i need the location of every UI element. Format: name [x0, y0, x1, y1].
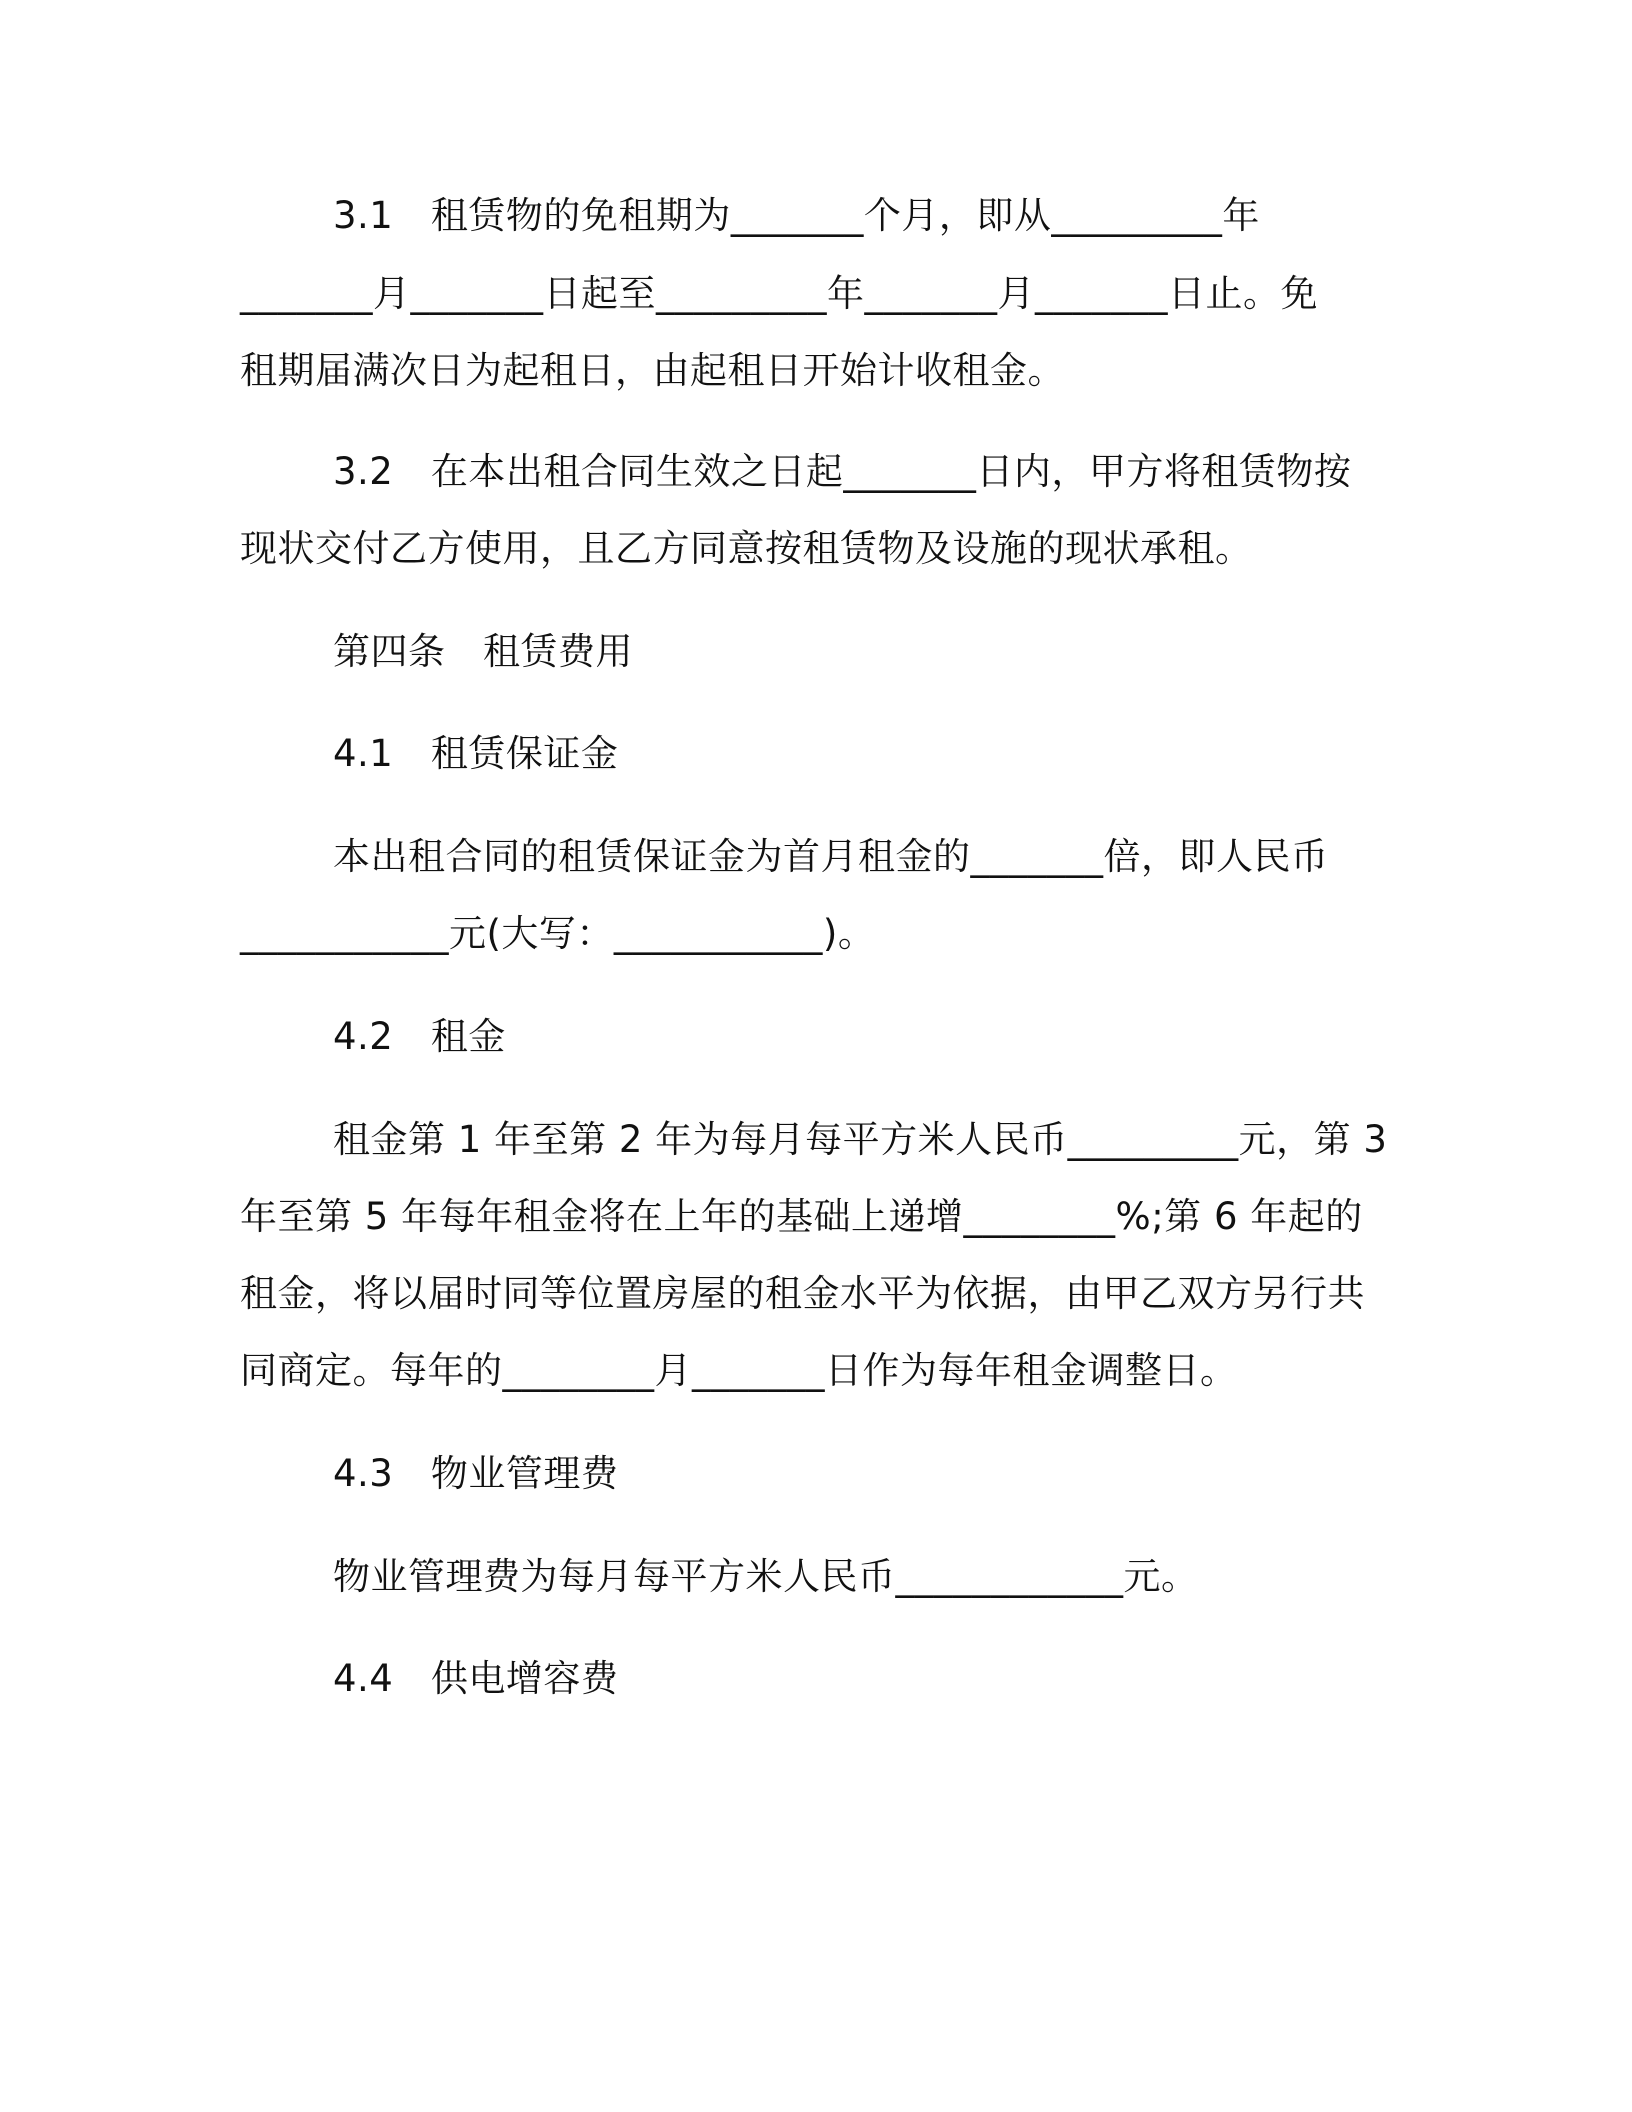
clause-3-1-line-2: _______月_______日起至_________年_______月_______日止。免 — [240, 272, 1318, 315]
clause-4-2-line-4: 同商定。每年的________月_______日作为每年租金调整日。 — [240, 1349, 1238, 1392]
clause-4-2-line-1: 租金第 1 年至第 2 年为每月每平方米人民币_________元，第 3 — [333, 1118, 1388, 1161]
clause-4-1-line-2: ___________元(大写：___________)。 — [240, 912, 876, 955]
clause-3-2-line-1: 3.2 在本出租合同生效之日起_______日内，甲方将租赁物按 — [333, 450, 1352, 493]
clause-4-2-line-3: 租金，将以届时同等位置房屋的租金水平为依据，由甲乙双方另行共 — [240, 1272, 1365, 1315]
clause-3-1-line-3: 租期届满次日为起租日，由起租日开始计收租金。 — [240, 349, 1065, 392]
clause-3-2-line-2: 现状交付乙方使用，且乙方同意按租赁物及设施的现状承租。 — [240, 527, 1253, 570]
clause-4-1-heading: 4.1 租赁保证金 — [333, 732, 619, 775]
clause-4-3-heading: 4.3 物业管理费 — [333, 1452, 619, 1495]
clause-4-2-line-2: 年至第 5 年每年租金将在上年的基础上递增________%;第 6 年起的 — [240, 1195, 1363, 1238]
clause-4-3-line-1: 物业管理费为每月每平方米人民币____________元。 — [333, 1555, 1199, 1598]
clause-4-4-heading: 4.4 供电增容费 — [333, 1657, 619, 1700]
clause-4-1-line-1: 本出租合同的租赁保证金为首月租金的_______倍，即人民币 — [333, 835, 1329, 878]
clause-4-2-heading: 4.2 租金 — [333, 1015, 506, 1058]
clause-3-1-line-1: 3.1 租赁物的免租期为_______个月，即从_________年 — [333, 194, 1260, 237]
article-4-heading: 第四条 租赁费用 — [333, 630, 633, 673]
